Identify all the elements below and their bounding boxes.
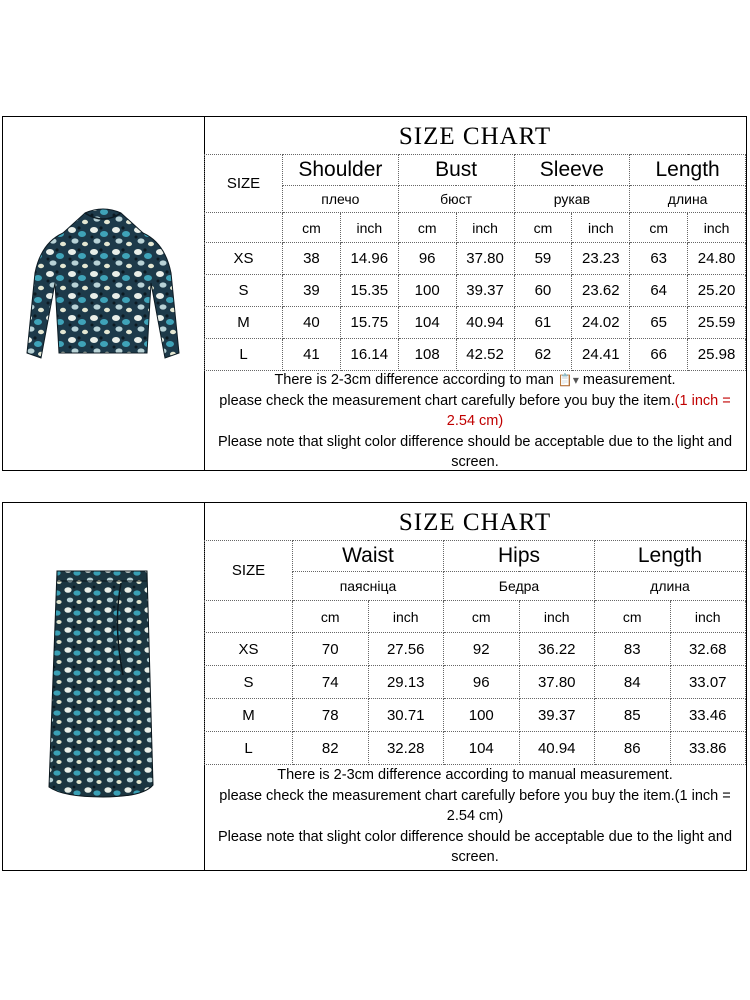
header-sleeve: Sleeve (514, 155, 630, 186)
table-row (205, 339, 746, 371)
unit-inch: inch (368, 601, 444, 633)
header-bust: Bust (398, 155, 514, 186)
value-cell: 108 (398, 339, 456, 371)
paste-icon: 📋▾ (557, 373, 579, 387)
subheader-hips: Бедра (444, 572, 595, 601)
note-text: There is 2-3cm difference according to manual measurement. (277, 767, 673, 783)
value-cell: 25.59 (688, 307, 746, 339)
value-cell: 29.13 (368, 666, 444, 699)
table-row (205, 275, 746, 307)
value-cell: 92 (444, 633, 520, 666)
notes (204, 370, 746, 473)
value-cell: 41 (283, 339, 341, 371)
measurement-table (204, 540, 746, 765)
size-cell: M (205, 307, 283, 339)
note-text: There is 2-3cm difference according to man (274, 372, 554, 388)
blouse-size-chart (2, 116, 747, 471)
value-cell: 42.52 (456, 339, 514, 371)
chart-title: SIZE CHART (398, 123, 552, 150)
value-cell: 32.28 (368, 732, 444, 765)
note-line (204, 765, 746, 786)
value-cell: 24.41 (572, 339, 630, 371)
value-cell: 37.80 (519, 666, 595, 699)
value-cell: 24.80 (688, 243, 746, 275)
subheader-length: длина (595, 572, 746, 601)
subheader-sleeve: рукав (514, 186, 630, 213)
note-text: Please note that slight color difference should be acceptable due to the light and screen. (217, 828, 733, 865)
value-cell: 65 (630, 307, 688, 339)
subheader-length: длина (630, 186, 746, 213)
table-row (205, 243, 746, 275)
value-cell: 33.86 (670, 732, 746, 765)
value-cell: 39 (283, 275, 341, 307)
blouse-image-cell (3, 117, 205, 470)
value-cell: 100 (444, 699, 520, 732)
note-line (204, 827, 746, 868)
table-row (205, 666, 746, 699)
value-cell: 25.20 (688, 275, 746, 307)
measurement-table (204, 154, 746, 371)
subheader-waist: паясніца (293, 572, 444, 601)
value-cell: 40.94 (456, 307, 514, 339)
unit-inch: inch (572, 213, 630, 243)
unit-inch: inch (688, 213, 746, 243)
header-shoulder: Shoulder (283, 155, 399, 186)
value-cell: 104 (444, 732, 520, 765)
note-text: Please note that slight color difference should be acceptable due to the light and screen. (217, 433, 733, 470)
notes (204, 765, 746, 868)
value-cell: 30.71 (368, 699, 444, 732)
value-cell: 23.23 (572, 243, 630, 275)
value-cell: 96 (444, 666, 520, 699)
table-row (205, 699, 746, 732)
size-cell: L (205, 732, 293, 765)
value-cell: 59 (514, 243, 572, 275)
unit-blank (205, 601, 293, 633)
value-cell: 86 (595, 732, 671, 765)
table-row (205, 633, 746, 666)
value-cell: 16.14 (340, 339, 398, 371)
value-cell: 15.75 (340, 307, 398, 339)
value-cell: 74 (293, 666, 369, 699)
header-length: Length (630, 155, 746, 186)
header-length: Length (595, 541, 746, 572)
note-line (204, 786, 746, 827)
value-cell: 33.46 (670, 699, 746, 732)
skirt-size-chart (2, 502, 747, 871)
value-cell: 70 (293, 633, 369, 666)
value-cell: 24.02 (572, 307, 630, 339)
size-cell: S (205, 666, 293, 699)
value-cell: 25.98 (688, 339, 746, 371)
leopard-skirt-image (43, 565, 163, 805)
subheader-shoulder: плечо (283, 186, 399, 213)
value-cell: 62 (514, 339, 572, 371)
value-cell: 61 (514, 307, 572, 339)
note-line (204, 370, 746, 391)
value-cell: 85 (595, 699, 671, 732)
value-cell: 27.56 (368, 633, 444, 666)
unit-inch: inch (670, 601, 746, 633)
table-row (205, 732, 746, 765)
note-line (204, 432, 746, 473)
size-cell: S (205, 275, 283, 307)
value-cell: 37.80 (456, 243, 514, 275)
size-header: SIZE (205, 155, 283, 213)
size-cell: XS (205, 633, 293, 666)
note-text: please check the measurement chart carefully before you buy the item. (219, 392, 675, 409)
value-cell: 14.96 (340, 243, 398, 275)
unit-cm: cm (514, 213, 572, 243)
skirt-image-cell (3, 503, 205, 870)
inch-conversion-note: (1 inch = 2.54 cm) (446, 392, 731, 429)
note-text: please check the measurement chart carefully before you buy the item.(1 inch = 2.54 cm) (219, 787, 731, 824)
unit-inch: inch (340, 213, 398, 243)
value-cell: 82 (293, 732, 369, 765)
unit-cm: cm (444, 601, 520, 633)
value-cell: 83 (595, 633, 671, 666)
value-cell: 40.94 (519, 732, 595, 765)
value-cell: 39.37 (456, 275, 514, 307)
value-cell: 104 (398, 307, 456, 339)
note-line (204, 391, 746, 432)
unit-blank (205, 213, 283, 243)
unit-cm: cm (293, 601, 369, 633)
value-cell: 64 (630, 275, 688, 307)
unit-inch: inch (519, 601, 595, 633)
value-cell: 23.62 (572, 275, 630, 307)
value-cell: 40 (283, 307, 341, 339)
unit-cm: cm (595, 601, 671, 633)
leopard-blouse-image (23, 203, 183, 383)
value-cell: 66 (630, 339, 688, 371)
value-cell: 15.35 (340, 275, 398, 307)
unit-cm: cm (283, 213, 341, 243)
value-cell: 100 (398, 275, 456, 307)
value-cell: 38 (283, 243, 341, 275)
value-cell: 36.22 (519, 633, 595, 666)
chart-title: SIZE CHART (398, 509, 552, 536)
size-cell: M (205, 699, 293, 732)
value-cell: 63 (630, 243, 688, 275)
subheader-bust: бюст (398, 186, 514, 213)
value-cell: 32.68 (670, 633, 746, 666)
value-cell: 96 (398, 243, 456, 275)
unit-cm: cm (398, 213, 456, 243)
header-waist: Waist (293, 541, 444, 572)
value-cell: 60 (514, 275, 572, 307)
value-cell: 39.37 (519, 699, 595, 732)
value-cell: 78 (293, 699, 369, 732)
table-row (205, 307, 746, 339)
size-cell: XS (205, 243, 283, 275)
value-cell: 33.07 (670, 666, 746, 699)
unit-inch: inch (456, 213, 514, 243)
note-text: measurement. (582, 372, 676, 388)
size-cell: L (205, 339, 283, 371)
header-hips: Hips (444, 541, 595, 572)
value-cell: 84 (595, 666, 671, 699)
size-header: SIZE (205, 541, 293, 601)
unit-cm: cm (630, 213, 688, 243)
